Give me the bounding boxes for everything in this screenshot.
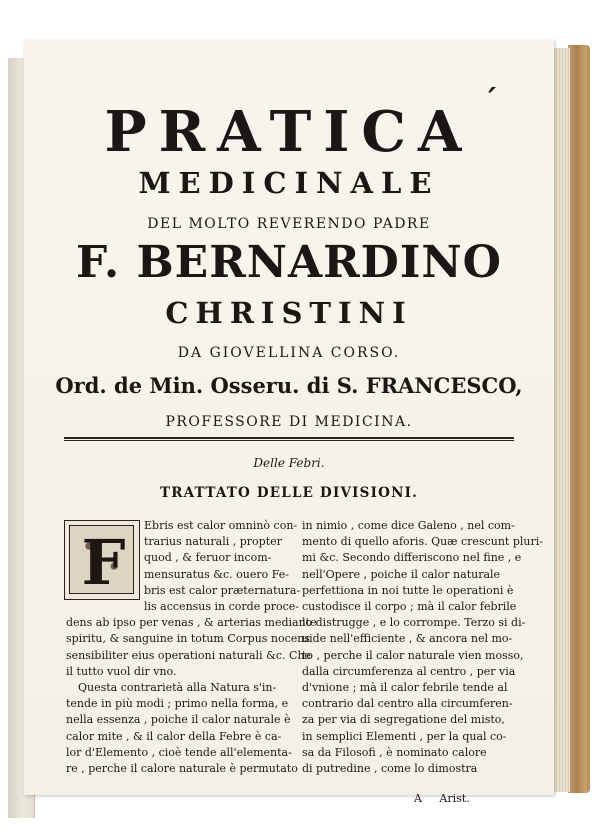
text-line: uide nell'efficiente , & ancora nel mo- (302, 632, 513, 646)
text-line: custodisce il corpo ; mà il calor febrile (302, 600, 517, 614)
text-line: calor mite , & il calor della Febre è ca- (66, 729, 282, 743)
text-line: trarius naturali , propter (144, 535, 282, 549)
text-line: lis accensus in corde proce- (144, 600, 300, 614)
text-line: contrario dal centro alla circumferen- (302, 697, 513, 711)
text-line: dalla circumferenza al centro , per via (302, 664, 516, 678)
drop-cap-letter: F (81, 526, 126, 599)
text-line: dens ab ipso per venas , & arterias mediante (66, 616, 317, 630)
text-line: nell'Opere , poiche il calor naturale (302, 567, 501, 581)
title-page (24, 40, 554, 805)
text-line: to , perche il calor naturale vien mosso, (302, 648, 524, 662)
book-spine (568, 45, 590, 793)
text-line: mensuratus &c. ouero Fe- (144, 567, 290, 581)
chapter-subtitle: Delle Febri. (253, 456, 325, 470)
text-line: d'vnione ; mà il calor febrile tende al (302, 681, 508, 695)
text-line: Ebris est calor omninò con- (144, 519, 298, 532)
title-medicinale: MEDICINALE (138, 166, 440, 200)
text-line: sensibiliter eius operationi naturali &c. Che (66, 648, 312, 662)
title-profession-line: PROFESSORE DI MEDICINA. (165, 414, 413, 430)
title-reverend-line: DEL MOLTO REVERENDO PADRE (147, 216, 431, 232)
text-line: di putredine , come lo dimostra (302, 762, 478, 776)
text-line: Questa contrarietà alla Natura s'in- (78, 681, 277, 695)
text-line: mi &c. Secondo differiscono nel fine , e (302, 551, 522, 565)
divider-rule (64, 437, 514, 439)
text-line: in nimio , come dice Galeno , nel com- (302, 519, 515, 532)
text-line: za per via di segregatione del misto, (302, 713, 505, 727)
signature-catchword: A Arist. (414, 792, 470, 805)
text-line: lo distrugge , e lo corrompe. Terzo si di- (302, 616, 526, 630)
title-pratica: PRATICA (104, 99, 474, 165)
text-line: mento di quello aforis. Quæ crescunt pluri- (302, 535, 543, 549)
left-text-column (66, 518, 317, 777)
text-line: nella essenza , poiche il calor naturale è (66, 713, 291, 727)
text-line: perfettiona in noi tutte le operationi è (302, 583, 514, 597)
title-christini: CHRISTINI (165, 296, 413, 330)
title-order-line: Ord. de Min. Osseru. di S. FRANCESCO, (55, 373, 523, 398)
right-text-column (302, 518, 543, 777)
text-line: re , perche il calore naturale è permutato (66, 762, 298, 776)
text-line: il tutto vuol dir vno. (66, 664, 177, 678)
accent-mark: ˊ (483, 84, 498, 119)
title-bernardino: F. BERNARDINO (76, 237, 502, 288)
text-line: in semplici Elementi , per la qual co- (302, 729, 507, 743)
text-line: quod , & feruor incom- (144, 551, 272, 565)
text-line: tende in più modi ; primo nella forma, e (66, 697, 289, 711)
title-origin-line: DA GIOVELLINA CORSO. (177, 345, 401, 361)
text-line: sa da Filosofi , è nominato calore (302, 745, 487, 759)
text-line: lor d'Elemento , cioè tende all'elementa- (66, 745, 292, 759)
divider-rule-thin (64, 440, 514, 441)
section-heading: TRATTATO DELLE DIVISIONI. (159, 485, 419, 501)
text-line: bris est calor præternatura- (144, 583, 301, 597)
book (8, 40, 590, 815)
text-line: spiritu, & sanguine in totum Corpus nocens (66, 632, 311, 646)
